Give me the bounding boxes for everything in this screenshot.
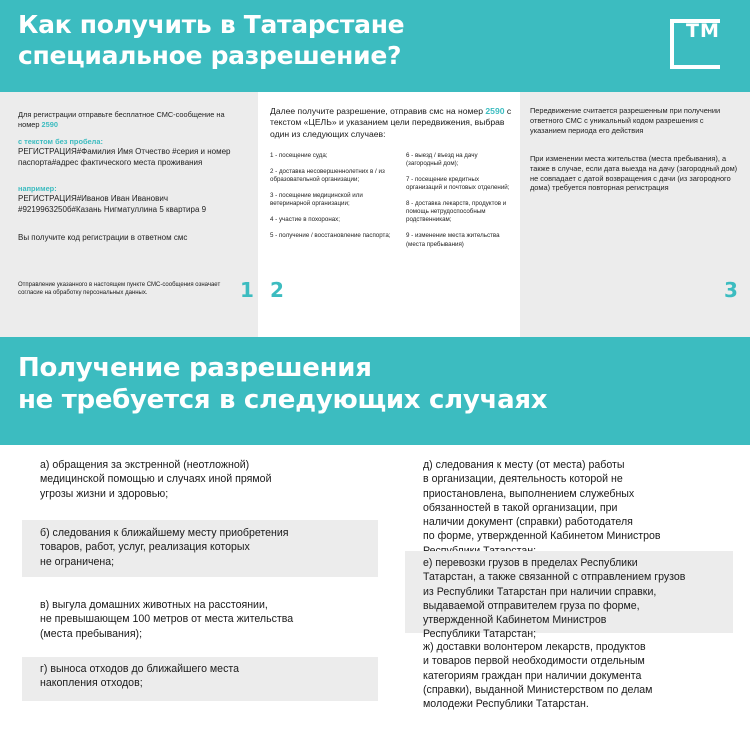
logo-text: ТМ — [686, 700, 720, 722]
section-title-line2: не требуется в следующих случаях — [18, 384, 548, 415]
case-e — [405, 551, 733, 641]
purpose-item: 1 - посещение суда; — [270, 152, 328, 159]
step-1-intro — [18, 110, 238, 130]
purpose-list-left — [270, 152, 394, 248]
case-b — [22, 520, 378, 577]
case-e-text: е) перевозки грузов в пределах Республики Татарстан, а также связанной с отправлением грузов из Республики Татарстан при наличии справки, выдаваемой отправителем груза по форме, утвержденной Кабинетом Министров Республики Татарстан; — [423, 557, 686, 641]
sms-number: 2590 — [41, 119, 58, 129]
case-d-text: д) следования к месту (от места) работы в организации, деятельность которой не приостановлена, выполнением служебных обязанностей в такой организации, при наличии документ (справки) работодателя по форме, утвержденной Кабинетом Министров — [423, 459, 661, 543]
sms-number-2: 2590 — [485, 106, 505, 116]
step-2-intro — [270, 106, 515, 140]
purpose-item: 5 - получение / восстановление паспорта; — [270, 232, 391, 240]
step-number-3: 3 — [724, 278, 738, 302]
step-2-intro-before: Далее получите разрешение, отправив смс на номер — [270, 106, 486, 116]
example-label: например: — [18, 184, 57, 193]
case-a — [22, 458, 378, 510]
template-text: РЕГИСТРАЦИЯ#Фамилия Имя Отчество #серия и номер паспорта#адрес фактического места проживания — [18, 147, 231, 167]
section-title — [18, 353, 547, 416]
step-3-panel — [520, 92, 750, 337]
purpose-list-right — [406, 152, 514, 257]
step-number-1: 1 — [240, 278, 254, 302]
case-g-text: г) выноса отходов до ближайшего места накопления отходов; — [40, 663, 239, 690]
section-title-line1: Получение разрешения — [18, 353, 372, 383]
case-g — [22, 657, 378, 701]
tm-logo — [670, 19, 720, 69]
result-text: Вы получите код регистрации в ответном смс — [18, 233, 188, 242]
purpose-item: 3 - посещение медицинской или ветеринарной организации; — [270, 192, 363, 208]
logo-text: ТМ — [686, 20, 720, 42]
case-v — [22, 590, 378, 650]
purpose-item: 2 - доставка несовершеннолетних в / из образовательной организации; — [270, 168, 385, 184]
case-zh — [405, 640, 733, 710]
purpose-item: 6 - выезд / въезд на дачу (загородный дом); — [406, 152, 478, 168]
step-2-panel — [258, 92, 520, 337]
page-title — [18, 10, 404, 71]
case-a-text: а) обращения за экстренной (неотложной) медицинской помощью и случаях иной прямой угрозы жизни и здоровью; — [40, 459, 272, 500]
header-banner — [0, 0, 750, 92]
example-text: РЕГИСТРАЦИЯ#Иванов Иван Иванович #9219963250б#Казань Нигматуллина 5 квартира 9 — [18, 194, 207, 214]
purpose-item: 9 - изменение места жительства (места пребывания) — [406, 232, 500, 248]
purpose-item: 4 - участие в похоронах; — [270, 216, 340, 224]
page-title-line2: специальное разрешение? — [18, 40, 402, 70]
step-1-intro-text: Для регистрации отправьте бесплатное СМС-сообщение на номер — [18, 110, 225, 129]
step-3-reregistration-text: При изменении места жительства (места пребывания), а также в случае, если дата выезда на дачу (загородный дом) не совпадает с датой возвращения с дачи (из загородного дома) требуется повторная регистрация — [530, 154, 738, 193]
step-3-permission-text: Передвижение считается разрешенным при получении ответного СМС с уникальный кодом разрешения с указанием периода его действия — [530, 106, 721, 135]
step-number-2: 2 — [270, 278, 284, 302]
case-zh-text: ж) доставки волонтером лекарств, продуктов и товаров первой необходимости отдельным категориям граждан при наличии документа (справки), выданной Министерством по делам молодежи Республики Татарстан. — [423, 641, 653, 711]
purpose-item: 8 - доставка лекарств, продуктов и помощь нетрудоспособным родственникам; — [406, 200, 507, 224]
step-2-intro-after: с текстом «ЦЕЛЬ» и указанием цели передвижения, выбрав один из следующих случаев: — [270, 106, 512, 139]
case-d — [405, 458, 733, 548]
case-b-text: б) следования к ближайшему месту приобретения товаров, работ, услуг, реализация которых не ограничена; — [40, 527, 289, 568]
purpose-item: 7 - посещение кредитных организаций и почтовых отделений; — [406, 176, 510, 192]
step-1-panel — [0, 92, 258, 337]
template-label: с текстом без пробела: — [18, 137, 103, 146]
page-title-line1: Как получить в Татарстане — [18, 10, 405, 39]
case-v-text: в) выгула домашних животных на расстоянии, не превышающем 100 метров от места жительства (места пребывания); — [40, 599, 294, 640]
consent-note: Отправление указанного в настоящем пункте СМС-сообщения означает согласие на обработку персональных данных. — [18, 282, 221, 296]
